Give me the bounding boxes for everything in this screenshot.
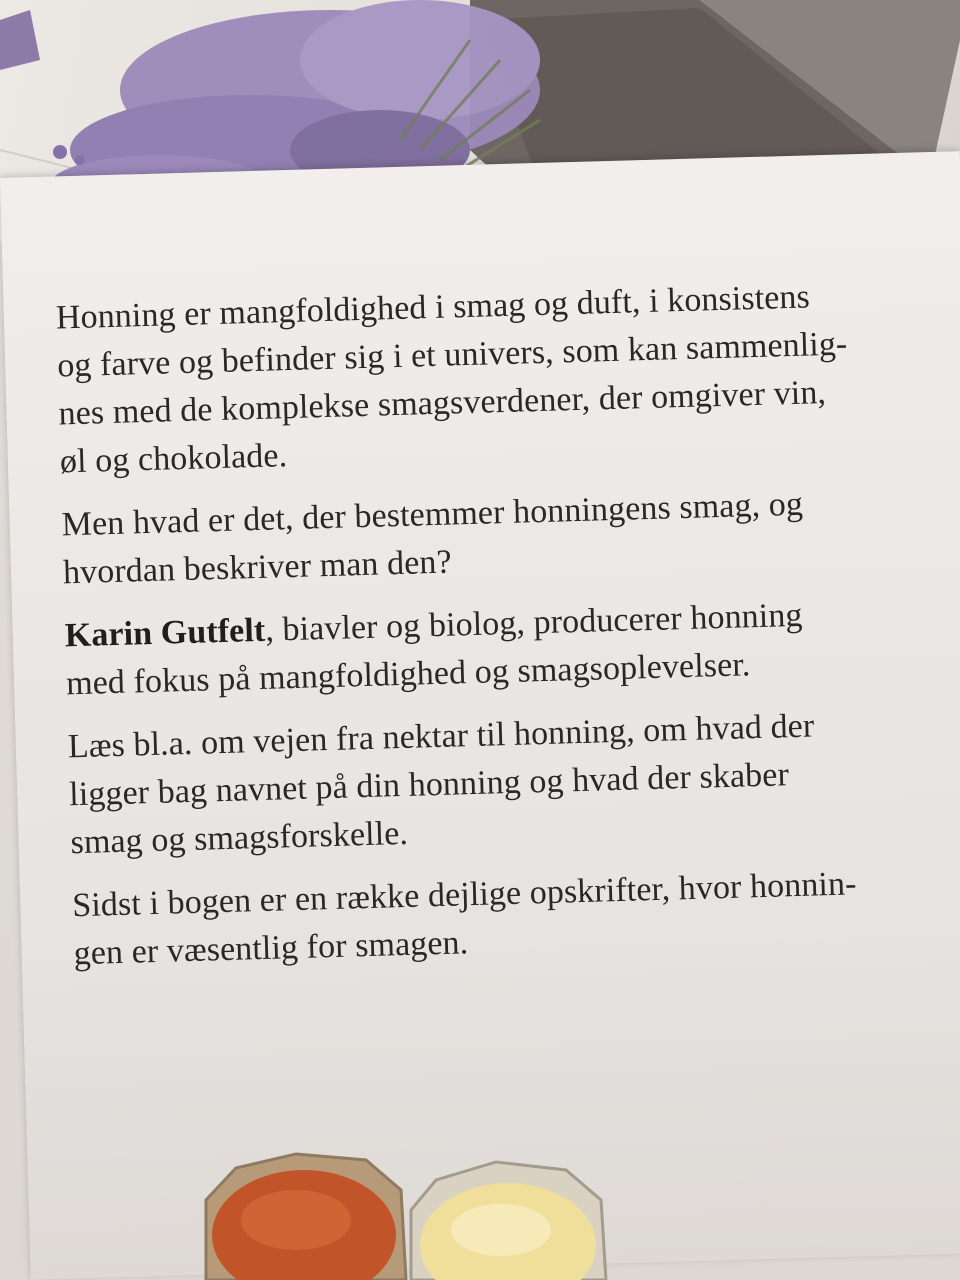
- paragraph-author: [64, 588, 926, 708]
- text-line: Sidst i bogen er en række dejlige opskrifter, hvor honnin-: [71, 865, 857, 925]
- text-line: ligger bag navnet på din honning og hvad der skaber: [68, 756, 790, 814]
- author-description: , biavler og biolog, producerer honning: [264, 596, 803, 649]
- text-line: hvordan beskriver man den?: [62, 543, 453, 592]
- paragraph-intro: [55, 270, 920, 486]
- text-line: Honning er mangfoldighed i smag og duft, i konsistens: [55, 278, 811, 337]
- text-line: smag og smagsforskelle.: [70, 814, 409, 862]
- back-cover-page: [0, 151, 960, 1279]
- back-cover-text: [55, 270, 934, 993]
- text-line: med fokus på mangfoldighed og smagsoplevelser.: [65, 646, 751, 703]
- honey-jar-dark: [206, 1154, 406, 1280]
- text-line: og farve og befinder sig i et univers, som kan sammenlig-: [56, 325, 848, 385]
- text-line: Men hvad er det, der bestemmer honningens smag, og: [61, 485, 804, 544]
- paragraph-question: [61, 477, 923, 597]
- author-name: Karin Gutfelt: [64, 611, 266, 655]
- honey-jar-light: [411, 1162, 606, 1280]
- text-line: øl og chokolade.: [59, 437, 288, 481]
- text-line: Læs bl.a. om vejen fra nektar til honning, om hvad der: [67, 707, 815, 766]
- text-line: nes med de komplekse smagsverdener, der omgiver vin,: [58, 374, 827, 433]
- text-line: gen er væsentlig for smagen.: [73, 924, 469, 973]
- honey-jars: [196, 1150, 616, 1280]
- paragraph-recipes: [72, 858, 934, 978]
- paragraph-contents: [67, 699, 931, 867]
